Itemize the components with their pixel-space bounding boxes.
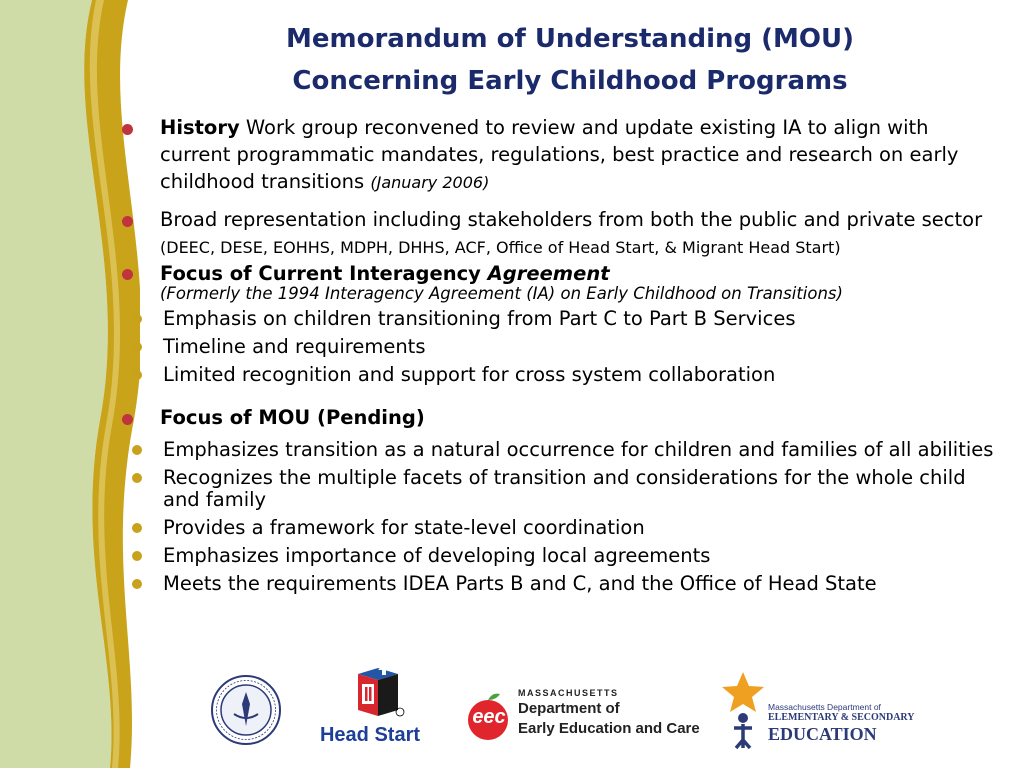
dese-line2: ELEMENTARY & SECONDARY — [768, 712, 915, 723]
slide-body — [118, 114, 998, 595]
eec-logo — [458, 688, 700, 744]
focus-ia-label: Focus of Current Interagency — [160, 262, 488, 285]
bullet-history — [118, 114, 998, 196]
list-item: Meets the requirements IDEA Parts B and C, and the Office of Head State — [76, 573, 998, 595]
focus-ia-italic: Agreement — [487, 262, 610, 285]
focus-mou-label: Focus of MOU (Pending) — [160, 406, 425, 429]
focus-mou-list — [76, 439, 998, 595]
bullet-focus-mou — [118, 404, 998, 431]
head-start-blocks-logo — [348, 660, 408, 720]
bullet-dot-icon — [132, 523, 142, 533]
focus-ia-list — [76, 308, 998, 386]
bullet-dot-icon — [132, 579, 142, 589]
title-line-2: Concerning Early Childhood Programs — [292, 66, 848, 96]
focus-ia-subtitle: (Formerly the 1994 Interagency Agreement (IA) on Early Childhood on Transitions) — [160, 284, 843, 303]
list-item: Emphasis on children transitioning from Part C to Part B Services — [76, 308, 998, 330]
list-item: Provides a framework for state-level coordination — [76, 517, 998, 539]
eec-line1: Department of — [518, 700, 620, 717]
list-item: Limited recognition and support for cross system collaboration — [76, 364, 998, 386]
list-item: Emphasizes transition as a natural occurrence for children and families of all abilities — [76, 439, 998, 461]
history-label: History — [160, 116, 240, 139]
head-start-label: Head Start — [319, 724, 421, 746]
eec-state: MASSACHUSETTS — [518, 688, 619, 698]
slide-title — [150, 18, 990, 102]
bullet-dot-icon — [132, 473, 142, 483]
history-text: Work group reconvened to review and update existing IA to align with current programmatic mandates, regulations, best practice and research on early childhood transitions — [160, 116, 959, 193]
dese-line3: EDUCATION — [768, 724, 877, 744]
history-date: (January 2006) — [370, 173, 490, 192]
eec-mark: eec — [472, 706, 506, 728]
bullet-dot-icon — [132, 551, 142, 561]
bullet-dot-icon — [122, 216, 133, 227]
dese-logo — [768, 702, 928, 744]
list-item: Recognizes the multiple facets of transition and considerations for the whole child and family — [76, 467, 998, 511]
bullet-dot-icon — [122, 414, 133, 425]
bullet-dot-icon — [122, 124, 133, 135]
state-seal-logo — [210, 674, 282, 746]
bullet-broad-representation — [118, 206, 998, 261]
bullet-dot-icon — [132, 314, 142, 324]
bullet-focus-ia — [118, 263, 998, 303]
dese-line1: Massachusetts Department of — [768, 702, 881, 712]
bullet-dot-icon — [132, 370, 142, 380]
bullet-dot-icon — [122, 269, 133, 280]
bullet-dot-icon — [132, 342, 142, 352]
title-line-1: Memorandum of Understanding (MOU) — [285, 24, 855, 54]
logo-row — [200, 660, 920, 760]
list-item: Emphasizes importance of developing local agreements — [76, 545, 998, 567]
bullet-dot-icon — [132, 445, 142, 455]
list-item: Timeline and requirements — [76, 336, 998, 358]
star-figure-icon — [720, 670, 766, 750]
broad-agencies: (DEEC, DESE, EOHHS, MDPH, DHHS, ACF, Office of Head Start, & Migrant Head Start) — [160, 238, 841, 257]
eec-line2: Early Education and Care — [518, 720, 700, 737]
broad-text: Broad representation including stakeholders from both the public and private sector — [160, 208, 983, 231]
